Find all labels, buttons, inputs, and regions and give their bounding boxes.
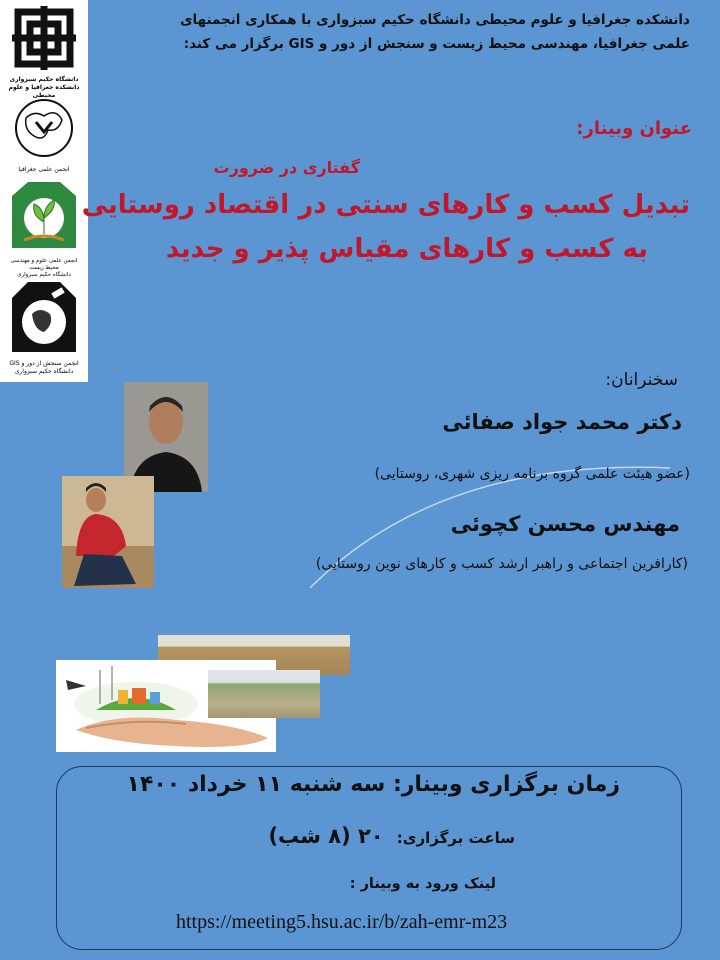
logo-strip	[0, 0, 88, 382]
speaker-2-name: مهندس محسن کچوئی	[450, 512, 680, 536]
event-date-label: زمان برگزاری وبینار:	[392, 772, 620, 797]
event-date-line	[126, 772, 620, 797]
village-aerial-image	[208, 670, 320, 718]
webinar-title-line-1: تبدیل کسب و کارهای سنتی در اقتصاد روستایی	[81, 190, 690, 220]
logo2-caption: انجمن علمی جغرافیا	[18, 166, 70, 173]
geography-association-logo	[4, 96, 84, 176]
intro-text	[100, 8, 690, 56]
webinar-subtitle: گفتاری در ضرورت	[213, 158, 360, 177]
speaker-2-photo	[62, 476, 154, 588]
logo3-subcaption: دانشگاه حکیم سبزواری	[17, 272, 71, 278]
webinar-link-label: لینک ورود به وبینار :	[349, 876, 496, 892]
event-hour-label: ساعت برگزاری:	[396, 829, 515, 847]
logo4-subcaption: دانشگاه حکیم سبزواری	[14, 368, 74, 375]
intro-line-1: دانشکده جغرافیا و علوم محیطی دانشگاه حکیم سبزواری با همکاری انجمنهای	[180, 12, 690, 28]
event-hour-value: ۲۰ (۸ شب)	[268, 824, 384, 848]
environment-association-logo	[4, 178, 84, 278]
speakers-label: سخنرانان:	[605, 370, 678, 390]
speaker-1-name: دکتر محمد جواد صفائی	[442, 410, 682, 434]
event-hour-line	[268, 824, 515, 848]
university-logo	[4, 2, 84, 99]
webinar-link[interactable]: https://meeting5.hsu.ac.ir/b/zah-emr-m23	[176, 911, 508, 933]
speaker-2-role: (کارافرین اجتماعی و راهبر ارشد کسب و کارهای نوین روستایی)	[315, 556, 688, 572]
logo3-caption: انجمن علمی علوم و مهندسی محیط زیست	[10, 258, 78, 271]
remote-sensing-gis-logo	[4, 276, 84, 380]
intro-line-2: علمی جغرافیا، مهندسی محیط زیست و سنجش از دور و GIS برگزار می کند:	[183, 36, 690, 52]
event-date-value: سه شنبه ۱۱ خرداد ۱۴۰۰	[126, 772, 386, 797]
webinar-title-label: عنوان وبینار:	[576, 118, 692, 139]
logo1-subcaption: دانشکده جغرافیا و علوم محیطی	[8, 84, 80, 99]
logo4-caption: انجمن سنجش از دور و GIS	[9, 360, 79, 367]
speaker-1-role: (عضو هیئت علمی گروه برنامه ریزی شهری، روستایی)	[374, 466, 690, 482]
logo1-caption: دانشگاه حکیم سبزواری	[9, 76, 79, 83]
webinar-title-line-2: به کسب و کارهای مقیاس پذیر و جدید	[165, 234, 648, 264]
